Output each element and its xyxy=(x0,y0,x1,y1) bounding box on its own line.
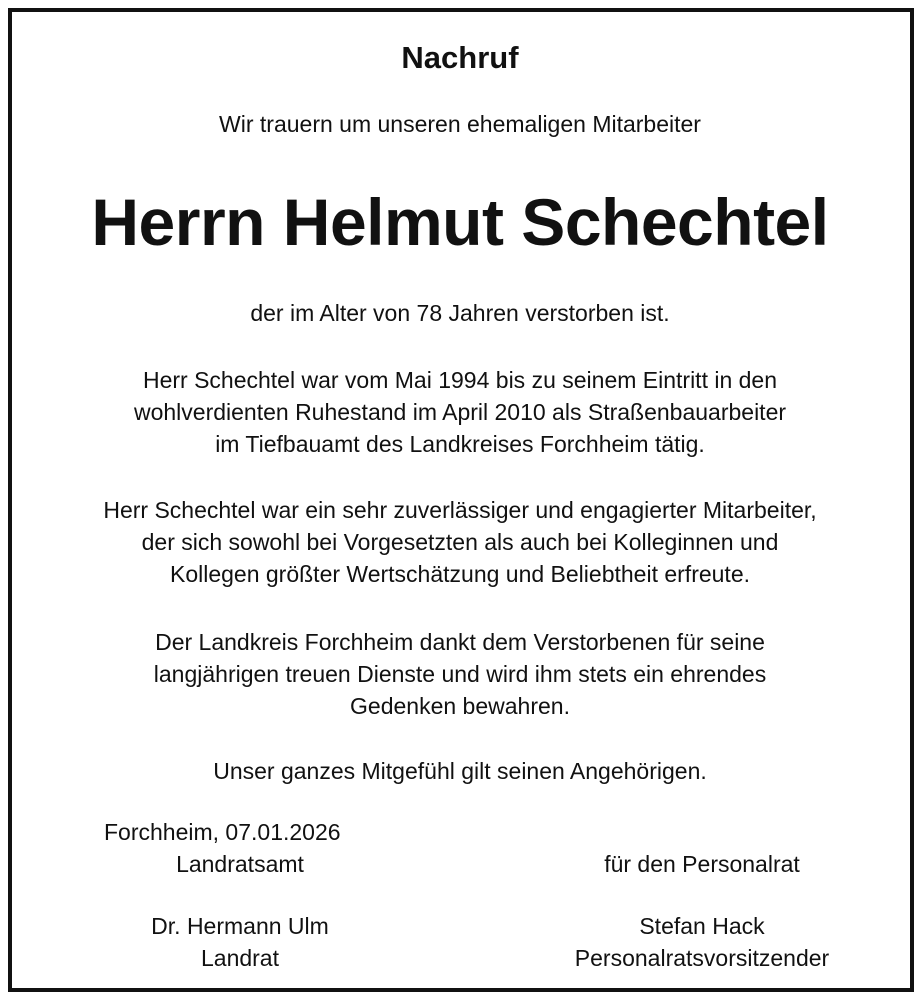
left-signatory-role: Landrat xyxy=(200,945,279,971)
right-signatory-name: Stefan Hack xyxy=(639,913,765,939)
right-signatory-organization: für den Personalrat xyxy=(604,851,800,877)
gratitude-line-3: Gedenken bewahren. xyxy=(350,693,570,719)
gratitude-line-1: Der Landkreis Forchheim dankt dem Verstorbenen für seine xyxy=(155,629,765,655)
intro-text: Wir trauern um unseren ehemaligen Mitarbeiter xyxy=(219,111,701,137)
deceased-name: Herrn Helmut Schechtel xyxy=(91,185,829,259)
employment-line-3: im Tiefbauamt des Landkreises Forchheim tätig. xyxy=(215,431,705,457)
gratitude-line-2: langjährigen treuen Dienste und wird ihm stets ein ehrendes xyxy=(153,661,767,687)
left-signatory-organization: Landratsamt xyxy=(176,851,304,877)
notice-heading: Nachruf xyxy=(401,40,519,75)
character-line-2: der sich sowohl bei Vorgesetzten als auch bei Kolleginnen und xyxy=(141,529,779,555)
sympathy-statement: Unser ganzes Mitgefühl gilt seinen Angehörigen. xyxy=(213,758,707,784)
place-and-date: Forchheim, 07.01.2026 xyxy=(104,819,341,845)
left-signatory-name: Dr. Hermann Ulm xyxy=(151,913,329,939)
age-statement: der im Alter von 78 Jahren verstorben ist. xyxy=(250,300,670,326)
employment-paragraph xyxy=(12,364,908,460)
obituary-notice xyxy=(12,12,908,988)
gratitude-paragraph xyxy=(12,626,908,722)
employment-line-2: wohlverdienten Ruhestand im April 2010 als Straßenbauarbeiter xyxy=(133,399,787,425)
character-paragraph xyxy=(12,494,908,590)
employment-line-1: Herr Schechtel war vom Mai 1994 bis zu seinem Eintritt in den xyxy=(142,367,778,393)
character-line-1: Herr Schechtel war ein sehr zuverlässiger und engagierter Mitarbeiter, xyxy=(103,497,817,523)
right-signatory-role: Personalratsvorsitzender xyxy=(574,945,830,971)
character-line-3: Kollegen größter Wertschätzung und Beliebtheit erfreute. xyxy=(169,561,751,587)
